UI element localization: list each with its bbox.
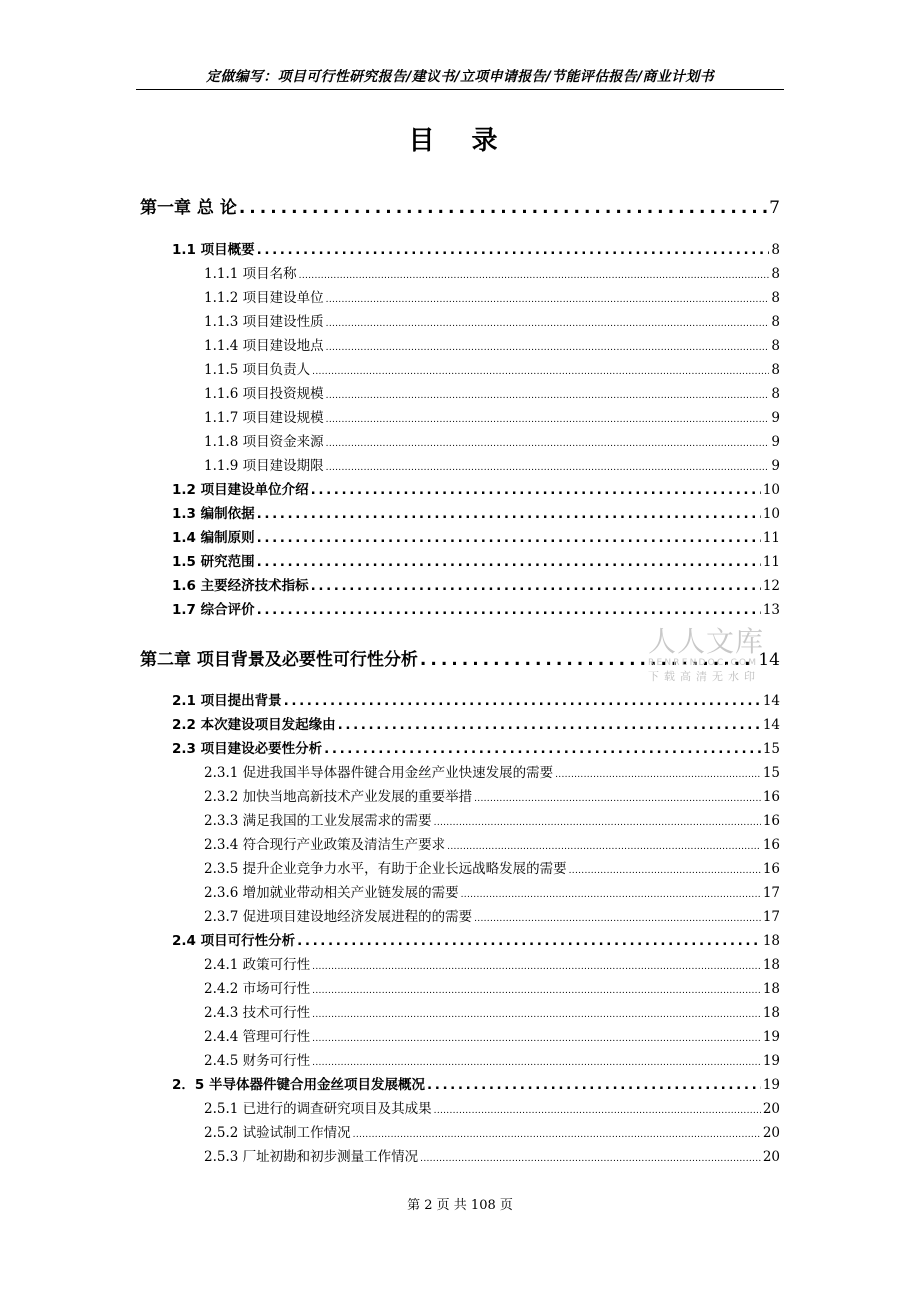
toc-entry-label: 2.4.1 政策可行性 bbox=[204, 957, 311, 973]
toc-entry-page: 10 bbox=[762, 506, 780, 522]
toc-section-entry[interactable] bbox=[172, 1073, 780, 1093]
toc-leader-dots bbox=[338, 717, 761, 733]
toc-entry-page: 18 bbox=[762, 1005, 780, 1021]
toc-leader-dots bbox=[257, 602, 761, 618]
toc-leader-dots bbox=[257, 530, 761, 546]
toc-leader-dots bbox=[312, 1010, 761, 1020]
toc-leader-dots bbox=[299, 271, 770, 281]
toc-entry-label: 1.1.7 项目建设规模 bbox=[204, 410, 324, 426]
toc-entry-label: 1.2 项目建设单位介绍 bbox=[172, 482, 309, 498]
toc-leader-dots bbox=[312, 986, 761, 996]
toc-leader-dots bbox=[257, 242, 770, 258]
toc-entry-label: 1.1.3 项目建设性质 bbox=[204, 314, 324, 330]
toc-entry-page: 7 bbox=[769, 198, 780, 218]
watermark bbox=[648, 620, 778, 684]
toc-entry-page: 11 bbox=[762, 530, 780, 546]
toc-entry-label: 2.2 本次建设项目发起缘由 bbox=[172, 717, 336, 733]
toc-entry-page: 14 bbox=[762, 717, 780, 733]
toc-leader-dots bbox=[284, 693, 761, 709]
toc-section-entry[interactable] bbox=[172, 689, 780, 709]
toc-leader-dots bbox=[326, 415, 770, 425]
toc-leader-dots bbox=[353, 1130, 761, 1140]
toc-leader-dots bbox=[447, 842, 761, 852]
toc-leader-dots bbox=[297, 933, 761, 949]
toc-entry-page: 8 bbox=[771, 386, 780, 402]
toc-subsection-entry[interactable] bbox=[204, 310, 780, 330]
watermark-tagline: 下载高清无水印 bbox=[648, 670, 760, 683]
toc-section-entry[interactable] bbox=[172, 737, 780, 757]
toc-entry-label: 1.4 编制原则 bbox=[172, 530, 255, 546]
watermark-logo-text: 人人文库 bbox=[648, 625, 765, 658]
toc-entry-page: 8 bbox=[771, 290, 780, 306]
toc-leader-dots bbox=[311, 482, 761, 498]
toc-section-entry[interactable] bbox=[172, 929, 780, 949]
toc-entry-label: 1.5 研究范围 bbox=[172, 554, 255, 570]
toc-entry-page: 16 bbox=[762, 813, 780, 829]
toc-entry-page: 18 bbox=[762, 981, 780, 997]
toc-entry-page: 18 bbox=[762, 933, 780, 949]
toc-section-entry[interactable] bbox=[172, 526, 780, 546]
toc-entry-page: 16 bbox=[762, 861, 780, 877]
toc-entry-label: 2.3.4 符合现行产业政策及清洁生产要求 bbox=[204, 837, 446, 853]
toc-subsection-entry[interactable] bbox=[204, 977, 780, 997]
toc-section-entry[interactable] bbox=[172, 238, 780, 258]
toc-section-entry[interactable] bbox=[172, 502, 780, 522]
toc-entry-label: 1.1.8 项目资金来源 bbox=[204, 434, 324, 450]
page-footer: 第 2 页 共 108 页 bbox=[407, 1198, 513, 1213]
toc-subsection-entry[interactable] bbox=[204, 262, 780, 282]
toc-subsection-entry[interactable] bbox=[204, 1097, 780, 1117]
toc-entry-label: 2.4 项目可行性分析 bbox=[172, 933, 296, 949]
toc-entry-page: 14 bbox=[758, 650, 780, 670]
toc-subsection-entry[interactable] bbox=[204, 785, 780, 805]
toc-entry-page: 12 bbox=[762, 578, 780, 594]
toc-leader-dots bbox=[312, 1058, 761, 1068]
toc-entry-page: 11 bbox=[762, 554, 780, 570]
toc-leader-dots bbox=[474, 914, 761, 924]
toc-entry-page: 9 bbox=[771, 434, 780, 450]
toc-leader-dots bbox=[326, 343, 770, 353]
toc-subsection-entry[interactable] bbox=[204, 382, 780, 402]
toc-entry-label: 1.1.9 项目建设期限 bbox=[204, 458, 324, 474]
toc-subsection-entry[interactable] bbox=[204, 406, 780, 426]
toc-entry-label: 1.1.5 项目负责人 bbox=[204, 362, 311, 378]
toc-leader-dots bbox=[257, 506, 761, 522]
toc-entry-page: 15 bbox=[762, 741, 780, 757]
toc-entry-page: 8 bbox=[771, 242, 780, 258]
toc-entry-label: 2.3.7 促进项目建设地经济发展进程的的需要 bbox=[204, 909, 473, 925]
toc-entry-page: 19 bbox=[762, 1029, 780, 1045]
toc-entry-page: 9 bbox=[771, 458, 780, 474]
toc-subsection-entry[interactable] bbox=[204, 334, 780, 354]
toc-entry-label: 2.3.6 增加就业带动相关产业链发展的需要 bbox=[204, 885, 459, 901]
toc-subsection-entry[interactable] bbox=[204, 857, 780, 877]
toc-entry-label: 2．5 半导体器件键合用金丝项目发展概况 bbox=[172, 1077, 425, 1093]
toc-entry-label: 2.3.2 加快当地高新技术产业发展的重要举措 bbox=[204, 789, 473, 805]
watermark-url: RENRENDOC.COM bbox=[648, 658, 759, 668]
toc-leader-dots bbox=[434, 818, 761, 828]
toc-leader-dots bbox=[312, 962, 761, 972]
toc-subsection-entry[interactable] bbox=[204, 809, 780, 829]
toc-subsection-entry[interactable] bbox=[204, 454, 780, 474]
toc-entry-label: 2.3 项目建设必要性分析 bbox=[172, 741, 323, 757]
toc-entry-page: 9 bbox=[771, 410, 780, 426]
toc-entry-page: 13 bbox=[762, 602, 780, 618]
toc-subsection-entry[interactable] bbox=[204, 430, 780, 450]
toc-subsection-entry[interactable] bbox=[204, 953, 780, 973]
toc-entry-page: 14 bbox=[762, 693, 780, 709]
toc-entry-label: 2.5.2 试验试制工作情况 bbox=[204, 1125, 351, 1141]
toc-section-entry[interactable] bbox=[172, 574, 780, 594]
toc-entry-label: 1.1.2 项目建设单位 bbox=[204, 290, 324, 306]
toc-leader-dots bbox=[474, 794, 761, 804]
toc-subsection-entry[interactable] bbox=[204, 1121, 780, 1141]
toc-entry-page: 8 bbox=[771, 338, 780, 354]
toc-subsection-entry[interactable] bbox=[204, 761, 780, 781]
toc-leader-dots bbox=[427, 1077, 761, 1093]
toc-entry-label: 1.6 主要经济技术指标 bbox=[172, 578, 309, 594]
toc-entry-label: 2.3.1 促进我国半导体器件键合用金丝产业快速发展的需要 bbox=[204, 765, 554, 781]
toc-section-entry[interactable] bbox=[172, 550, 780, 570]
toc-entry-label: 2.3.5 提升企业竞争力水平，有助于企业长远战略发展的需要 bbox=[204, 861, 567, 877]
toc-leader-dots bbox=[239, 198, 767, 218]
toc-entry-label: 1.1 项目概要 bbox=[172, 242, 255, 258]
toc-entry-label: 2.1 项目提出背景 bbox=[172, 693, 282, 709]
toc-subsection-entry[interactable] bbox=[204, 905, 780, 925]
toc-entry-label: 第二章 项目背景及必要性可行性分析 bbox=[140, 650, 418, 670]
toc-entry-page: 8 bbox=[771, 266, 780, 282]
toc-subsection-entry[interactable] bbox=[204, 1001, 780, 1021]
toc-subsection-entry[interactable] bbox=[204, 881, 780, 901]
toc-section-entry[interactable] bbox=[172, 478, 780, 498]
toc-entry-label: 2.4.2 市场可行性 bbox=[204, 981, 311, 997]
toc-subsection-entry[interactable] bbox=[204, 1025, 780, 1045]
toc-entry-page: 16 bbox=[762, 837, 780, 853]
toc-entry-page: 17 bbox=[762, 885, 780, 901]
toc-leader-dots bbox=[312, 367, 769, 377]
toc-leader-dots bbox=[326, 319, 770, 329]
toc-subsection-entry[interactable] bbox=[204, 286, 780, 306]
toc-subsection-entry[interactable] bbox=[204, 1145, 780, 1165]
toc-entry-label: 2.4.3 技术可行性 bbox=[204, 1005, 311, 1021]
toc-entry-label: 第一章 总 论 bbox=[140, 198, 237, 218]
toc-leader-dots bbox=[326, 295, 770, 305]
toc-entry-page: 18 bbox=[762, 957, 780, 973]
toc-section-entry[interactable] bbox=[172, 598, 780, 618]
toc-leader-dots bbox=[555, 770, 761, 780]
toc-entry-label: 2.3.3 满足我国的工业发展需求的需要 bbox=[204, 813, 432, 829]
toc-title: 目 录 bbox=[408, 126, 512, 156]
toc-entry-label: 1.1.1 项目名称 bbox=[204, 266, 297, 282]
toc-leader-dots bbox=[420, 1154, 761, 1164]
toc-subsection-entry[interactable] bbox=[204, 833, 780, 853]
toc-leader-dots bbox=[434, 1106, 761, 1116]
toc-entry-page: 10 bbox=[762, 482, 780, 498]
toc-entry-page: 20 bbox=[762, 1125, 780, 1141]
toc-entry-label: 1.1.4 项目建设地点 bbox=[204, 338, 324, 354]
toc-entry-page: 8 bbox=[771, 314, 780, 330]
toc-entry-label: 1.1.6 项目投资规模 bbox=[204, 386, 324, 402]
toc-entry-label: 1.7 综合评价 bbox=[172, 602, 255, 618]
toc-subsection-entry[interactable] bbox=[204, 1049, 780, 1069]
toc-entry-page: 16 bbox=[762, 789, 780, 805]
toc-entry-label: 2.4.5 财务可行性 bbox=[204, 1053, 311, 1069]
page-header: 定做编写：项目可行性研究报告/建议书/立项申请报告/节能评估报告/商业计划书 bbox=[206, 69, 714, 85]
toc-entry-page: 19 bbox=[762, 1077, 780, 1093]
toc-leader-dots bbox=[311, 578, 761, 594]
toc-leader-dots bbox=[569, 866, 761, 876]
toc-entry-label: 2.5.1 已进行的调查研究项目及其成果 bbox=[204, 1101, 432, 1117]
toc-leader-dots bbox=[326, 391, 770, 401]
toc-leader-dots bbox=[326, 463, 770, 473]
toc-leader-dots bbox=[312, 1034, 761, 1044]
toc-leader-dots bbox=[461, 890, 761, 900]
toc-leader-dots bbox=[324, 741, 761, 757]
toc-chapter-entry[interactable] bbox=[140, 193, 780, 218]
toc-subsection-entry[interactable] bbox=[204, 358, 780, 378]
toc-section-entry[interactable] bbox=[172, 713, 780, 733]
toc-entry-page: 19 bbox=[762, 1053, 780, 1069]
toc-leader-dots bbox=[257, 554, 761, 570]
toc-entry-label: 2.5.3 厂址初勘和初步测量工作情况 bbox=[204, 1149, 419, 1165]
toc-entry-page: 15 bbox=[762, 765, 780, 781]
toc-entry-page: 8 bbox=[771, 362, 780, 378]
toc-entry-label: 1.3 编制依据 bbox=[172, 506, 255, 522]
toc-entry-page: 17 bbox=[762, 909, 780, 925]
toc-entry-label: 2.4.4 管理可行性 bbox=[204, 1029, 311, 1045]
toc-leader-dots bbox=[326, 439, 770, 449]
toc-entry-page: 20 bbox=[762, 1149, 780, 1165]
toc-entry-page: 20 bbox=[762, 1101, 780, 1117]
